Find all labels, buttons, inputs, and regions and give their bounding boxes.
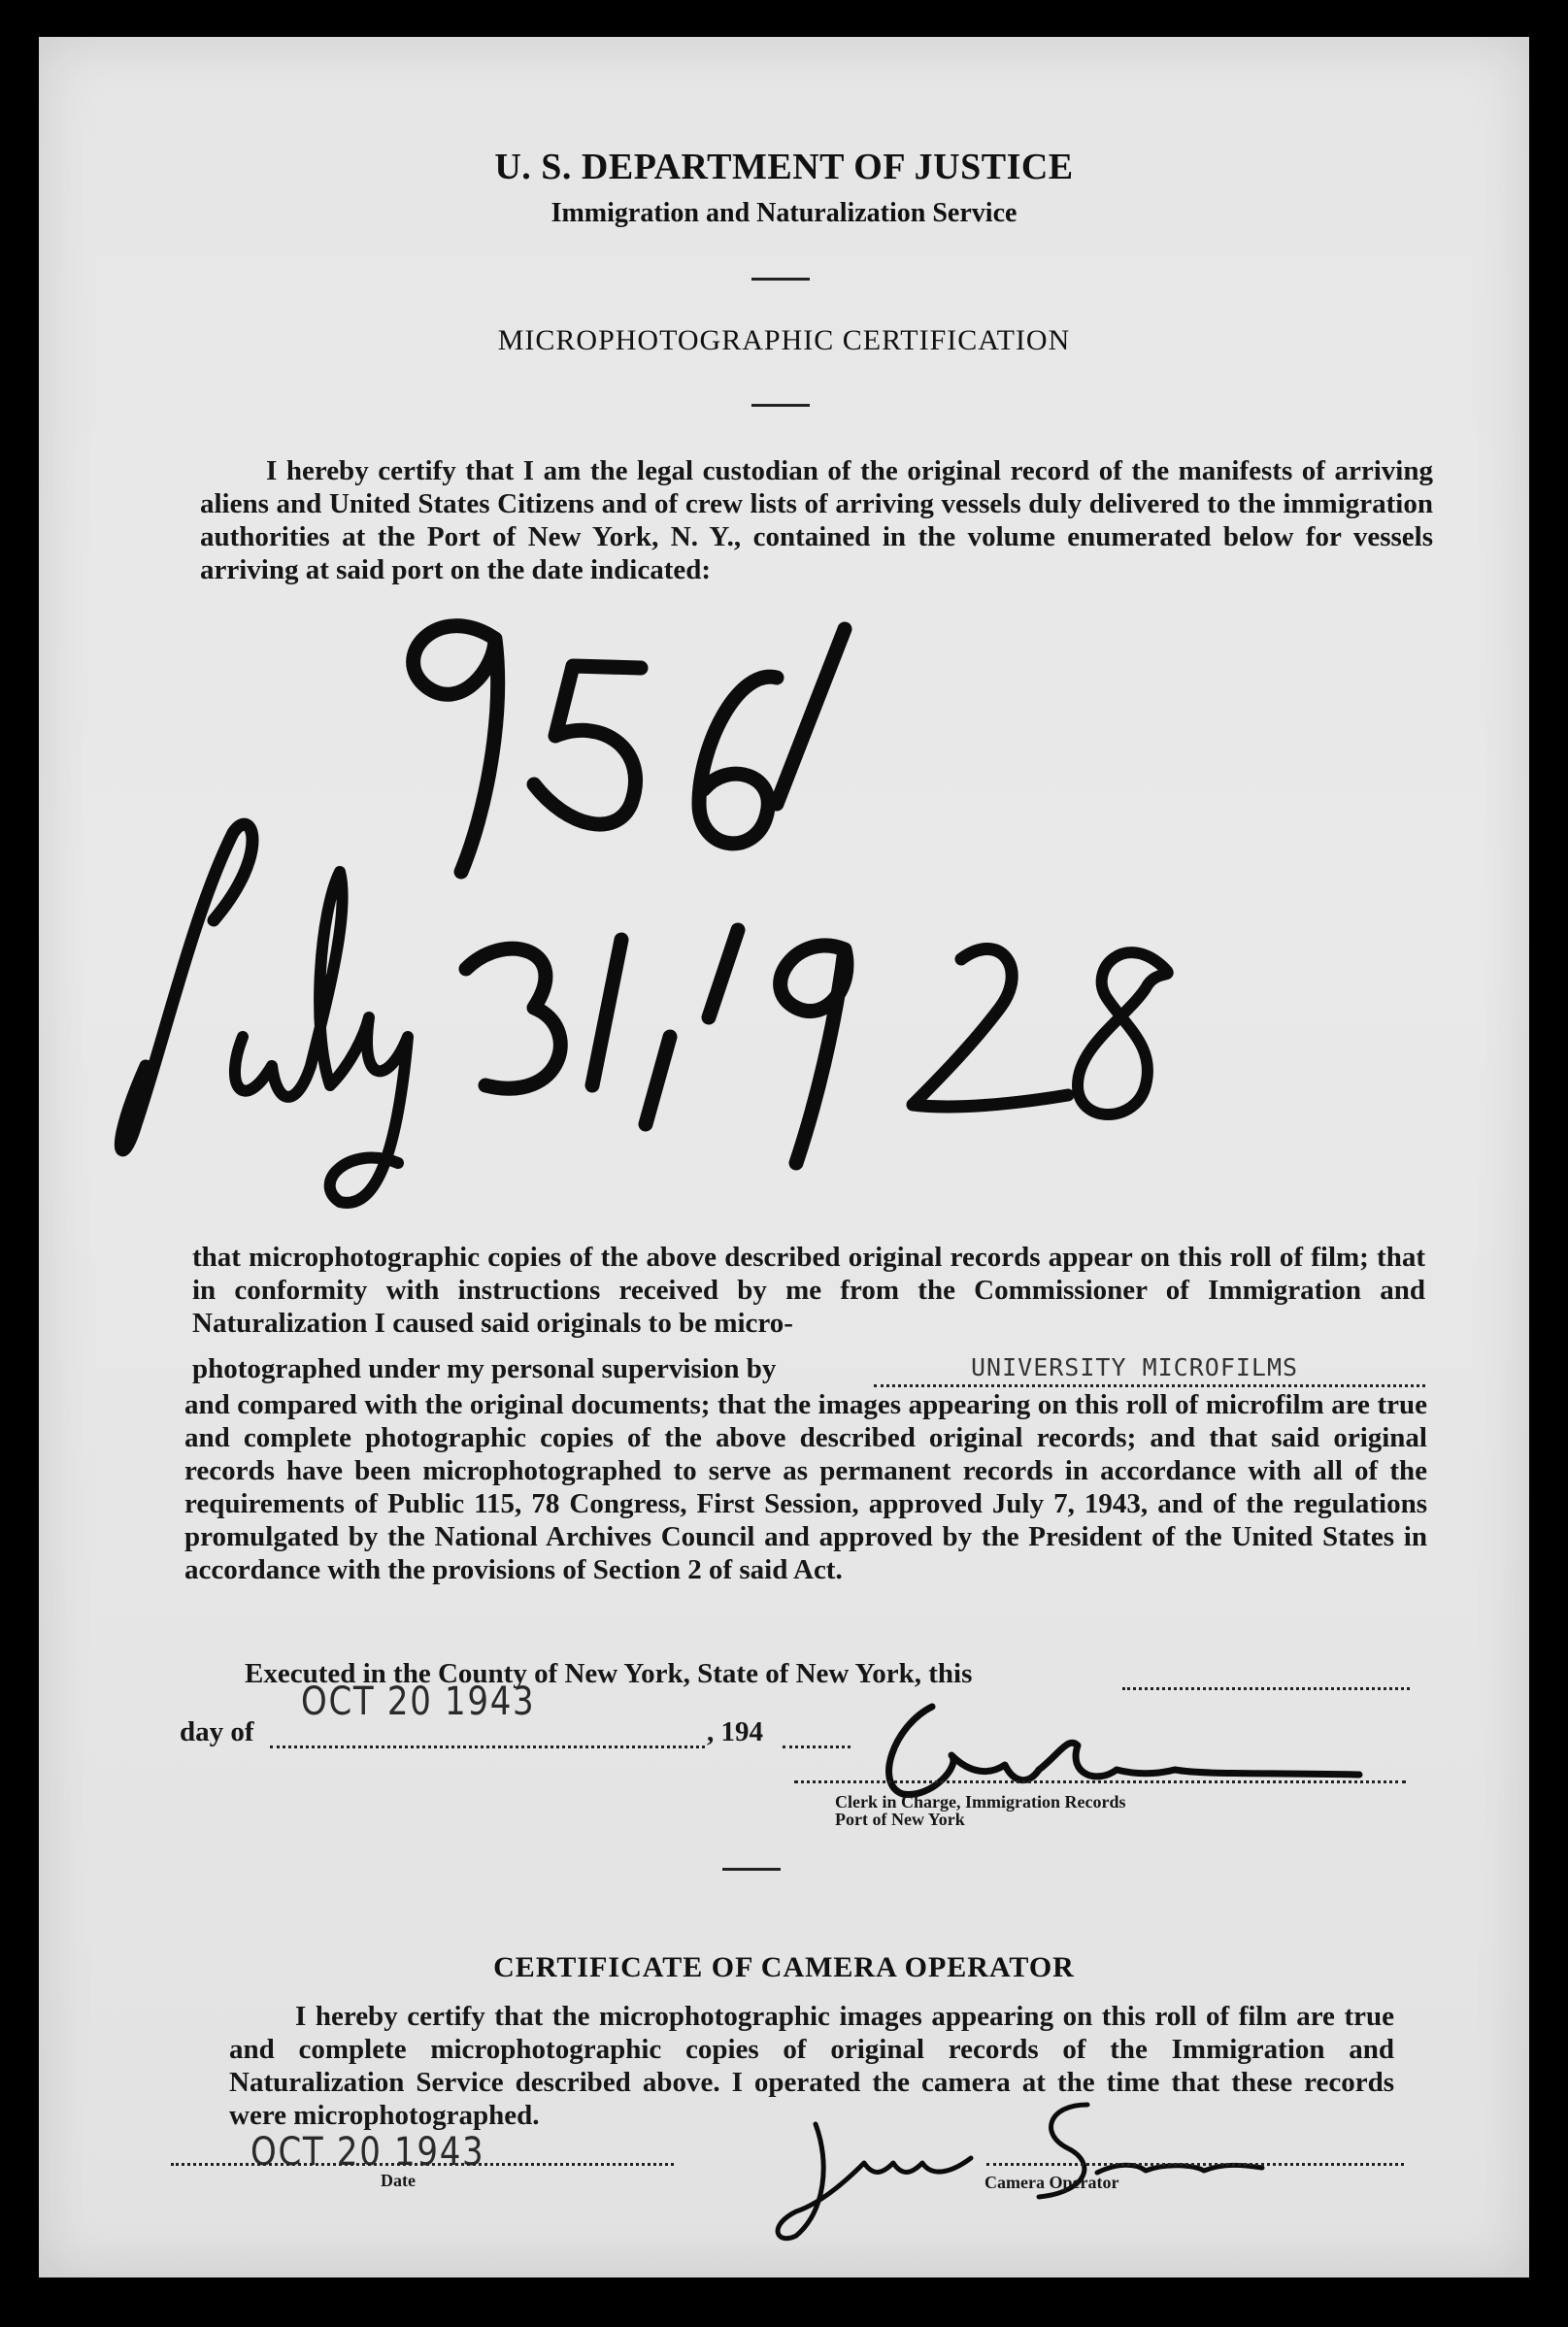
camera-operator-label: Camera Operator [984, 2173, 1119, 2192]
month-line [270, 1745, 705, 1748]
date-label: Date [381, 2171, 416, 2190]
date-stamp: OCT 20 1943 [301, 1679, 536, 1724]
certification-title: MICROPHOTOGRAPHIC CERTIFICATION [497, 324, 1071, 356]
camera-operator-signature [738, 2056, 1320, 2250]
department-heading: U. S. DEPARTMENT OF JUSTICE [494, 147, 1074, 187]
year-suffix: , 194 [707, 1716, 763, 1747]
divider [751, 404, 810, 407]
supervisor-line [874, 1384, 1425, 1387]
supervision-label: photographed under my personal supervision by [192, 1353, 777, 1384]
intro-paragraph: I hereby certify that I am the legal custodian of the original record of the manifests of arriving aliens and United States Citizens and of crew lists of arriving vessels duly delivered to the immigration authorities at the Port of New York, N. Y., contained in the volume enumerated below for vessels arriving at said port on the date indicated: [200, 455, 1433, 585]
day-of-label: day of [180, 1716, 254, 1747]
service-subheading: Immigration and Naturalization Service [550, 198, 1018, 228]
operator-date-stamp: OCT 20 1943 [250, 2130, 485, 2175]
handwritten-volume-date [78, 581, 1437, 1221]
clerk-port: Port of New York [835, 1810, 965, 1829]
supervisor-name: UNIVERSITY MICROFILMS [971, 1353, 1299, 1381]
date-line [171, 2163, 674, 2166]
camera-operator-title: CERTIFICATE OF CAMERA OPERATOR [493, 1951, 1075, 1983]
operator-signature-line [986, 2163, 1404, 2166]
executed-statement: Executed in the County of New York, State of New York, this [245, 1658, 973, 1689]
divider [751, 278, 810, 281]
certification-body-1: that microphotographic copies of the above described original records appear on this roll of film; that in conformity with instructions received by me from the Commissioner of Immigration and Naturalization I caused said originals to be micro- [192, 1242, 1425, 1339]
camera-operator-statement: I hereby certify that the microphotographic images appearing on this roll of film are true and complete microphotographic copies of original records of the Immigration and Naturalization Service described above. I operated the camera at the time that these records were microphotographed. [229, 2001, 1394, 2131]
certificate-page [39, 37, 1529, 2277]
clerk-title: Clerk in Charge, Immigration Records [835, 1792, 1126, 1812]
certification-body-2: and compared with the original documents; that the images appearing on this roll of microfilm are true and complete photographic copies of the above described original records; and that said original records have been microphotographed to serve as permanent records in accordance with all of the requirements of Public 115, 78 Congress, First Session, approved July 7, 1943, and of the regulations promulgated by the National Archives Council and approved by the President of the United States in accordance with the provisions of Section 2 of said Act. [184, 1389, 1427, 1585]
clerk-signature-line [794, 1780, 1406, 1783]
divider [722, 1868, 781, 1871]
